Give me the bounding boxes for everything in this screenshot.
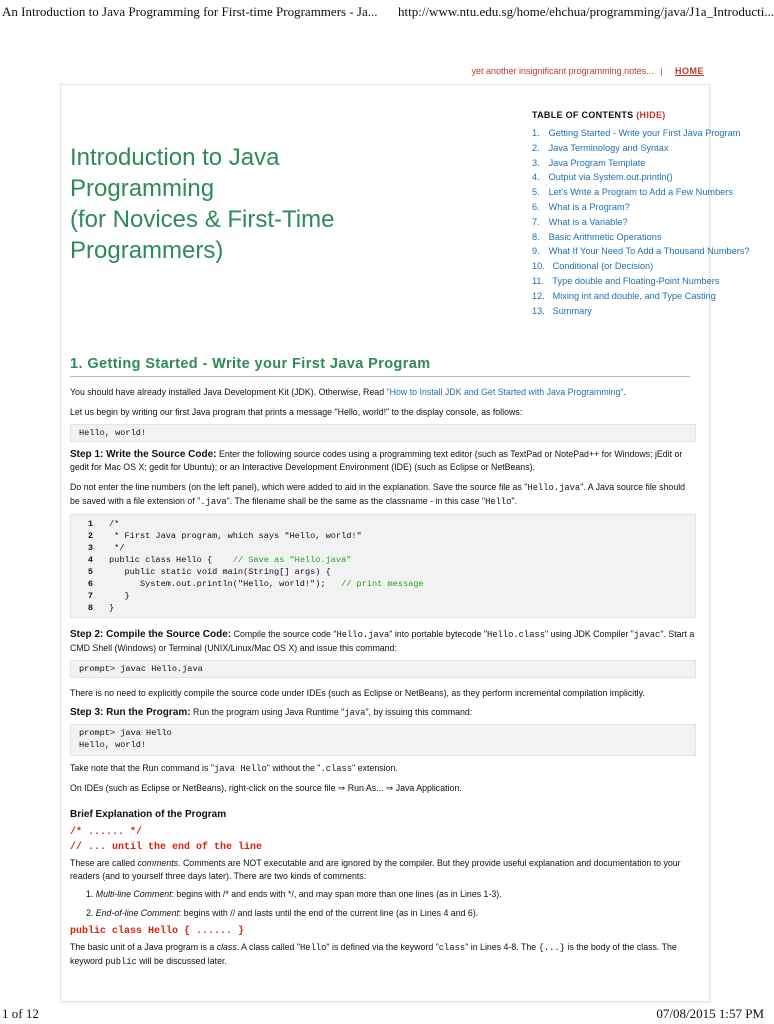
page-title-line: (for Novices & First-Time — [70, 206, 335, 233]
toc-list — [532, 126, 750, 318]
toc-item[interactable] — [532, 185, 733, 200]
text: " is defined via the keyword " — [326, 942, 439, 952]
text: will be discussed later. — [136, 956, 227, 966]
toc-item-label: What is a Program? — [548, 201, 630, 212]
subsection-heading: Brief Explanation of the Program — [70, 809, 227, 820]
inline-code: Hello — [485, 497, 512, 507]
emphasis: End-of-line Comment — [95, 908, 179, 918]
line-number: 8 — [87, 603, 93, 613]
page-title-line: Introduction to Java — [70, 144, 280, 171]
command-box — [70, 660, 696, 678]
line-number: 2 — [87, 531, 93, 541]
toc-item[interactable] — [532, 141, 700, 156]
paragraph: Let us begin by writing our first Java program that prints a message "Hello, world!" to the display console, as follows: — [70, 407, 523, 417]
text: Compile the source code " — [231, 629, 337, 639]
inline-code: Hello.java — [336, 630, 390, 640]
code-line: * First Java program, which says "Hello, world!" — [109, 531, 362, 541]
paragraph — [70, 706, 696, 720]
emphasis: class — [216, 942, 237, 952]
code-listing — [70, 514, 696, 618]
code-term: public class Hello { ...... } — [70, 926, 245, 937]
toc-item-number: 1. — [532, 128, 540, 138]
text: : begins with // and lasts until the end of the current line (as in Lines 4 and 6). — [178, 908, 479, 918]
home-link[interactable]: HOME — [675, 66, 704, 76]
text: " using JDK Compiler " — [545, 629, 634, 639]
code-comment: // print message — [341, 579, 424, 589]
toc-item-label: Let's Write a Program to Add a Few Numbers — [548, 187, 733, 198]
code-line — [109, 579, 424, 589]
toc-item-number: 6. — [532, 201, 540, 212]
text: . Comments are NOT executable and are ignored by the compiler. But they provide useful explanation and documentation to your readers (and to yourself three days later). There are two kinds of comments: — [70, 858, 681, 881]
inline-code: java Hello — [213, 764, 267, 774]
line-number: 4 — [87, 555, 93, 565]
toc-item-label: Type double and Floating-Point Numbers — [552, 275, 720, 286]
toc-title-label: TABLE OF CONTENTS — [532, 110, 634, 120]
text: Take note that the Run command is " — [70, 763, 214, 773]
code-line: } — [109, 603, 115, 613]
code-text: public class Hello { — [109, 555, 233, 565]
toc-item[interactable] — [532, 215, 700, 230]
code-line: } — [109, 591, 130, 601]
paragraph — [70, 628, 696, 655]
print-date: 07/08/2015 1:57 PM — [656, 1006, 764, 1021]
inline-code: {...} — [538, 943, 565, 953]
command-text: prompt> javac Hello.java — [79, 664, 203, 674]
toc-item-label: Basic Arithmetic Operations — [548, 231, 662, 242]
code-line: public static void main(String[] args) { — [109, 567, 331, 577]
toc-item[interactable] — [532, 274, 720, 289]
toc-title — [532, 110, 700, 120]
text: . — [623, 387, 627, 397]
text: ". A Java source file should be saved with a file extension of " — [70, 482, 686, 506]
code-term: // ... until the end of the line — [70, 842, 263, 853]
code-text: System.out.println("Hello, world!"); — [109, 579, 342, 589]
toc-item[interactable] — [532, 126, 741, 141]
text: is the body of the class. The keyword — [70, 942, 677, 966]
emphasis: comments — [137, 858, 179, 868]
toc-item-label: Java Program Template — [548, 157, 646, 168]
code-comment: // Save as "Hello.java" — [232, 555, 352, 565]
toc-item[interactable] — [532, 230, 700, 245]
toc-item-number: 13. — [532, 305, 545, 316]
inline-code: class — [438, 943, 466, 953]
site-top-nav — [472, 66, 704, 76]
text: ". Start a CMD Shell (Windows) or Terminal (UNIX/Linux/Mac OS X) and issue this command: — [70, 629, 695, 653]
toc-item-label: What If Your Need To Add a Thousand Numbers? — [548, 246, 750, 257]
code-line: /* — [109, 519, 120, 529]
line-number: 3 — [87, 543, 93, 553]
toc-item-label: Java Terminology and Syntax — [548, 142, 669, 153]
paragraph — [70, 941, 696, 969]
toc-item[interactable] — [532, 304, 700, 319]
line-number: 7 — [87, 591, 93, 601]
text: Do not enter the line numbers (on the left panel), which were added to aid in the explanation. Save the source file as " — [70, 482, 528, 492]
toc-item[interactable] — [532, 289, 716, 304]
toc-item[interactable] — [532, 200, 700, 215]
step-label: Step 3: Run the Program: — [70, 707, 191, 718]
output-text: Hello, world! — [79, 740, 147, 750]
toc-item-number: 7. — [532, 216, 540, 227]
toc-item-label: Summary — [552, 305, 592, 316]
toc-item-number: 12. — [532, 290, 545, 301]
emphasis: Multi-line Comment — [95, 889, 172, 899]
output-text: Hello, world! — [79, 428, 147, 438]
toc-item-number: 8. — [532, 231, 540, 242]
toc-item[interactable] — [532, 259, 700, 274]
line-number: 5 — [87, 567, 93, 577]
code-line: */ — [109, 543, 125, 553]
text: " in Lines 4-8. The — [465, 942, 539, 952]
step-label: Step 2: Compile the Source Code: — [70, 629, 232, 640]
paragraph — [70, 857, 696, 883]
list-item-number: 2. — [86, 908, 94, 918]
toc-item-label: Conditional (or Decision) — [552, 261, 654, 272]
text: You should have already installed Java Development Kit (JDK). Otherwise, Read — [70, 387, 387, 397]
paragraph — [70, 448, 696, 474]
jdk-install-link[interactable]: "How to Install JDK and Get Started with Java Programming" — [386, 387, 624, 397]
print-header-url: http://www.ntu.edu.sg/home/ehchua/programming/java/J1a_Introducti... — [398, 4, 774, 19]
output-box — [70, 424, 696, 442]
inline-code: Hello.java — [527, 483, 581, 493]
command-box — [70, 724, 696, 756]
text: ". The filename shall be the same as the classname - in this case " — [226, 496, 486, 506]
text: " extension. — [352, 763, 398, 773]
toc-item[interactable] — [532, 156, 700, 171]
page-title — [70, 142, 430, 266]
toc-item[interactable] — [532, 170, 700, 185]
toc-item-label: Getting Started - Write your First Java Program — [548, 128, 741, 138]
section-heading: 1. Getting Started - Write your First Java Program — [70, 356, 690, 377]
toc-item-label: Mixing int and double, and Type Casting — [552, 290, 716, 301]
print-header-title: An Introduction to Java Programming for First-time Programmers - Ja... — [2, 4, 378, 19]
paragraph — [70, 481, 696, 509]
paragraph — [70, 386, 696, 399]
toc-item[interactable] — [532, 244, 750, 259]
text: : begins with /* and ends with */, and may span more than one lines (as in Lines 1-3). — [171, 889, 502, 899]
code-term: /* ...... */ — [70, 827, 143, 838]
list-item-number: 1. — [86, 889, 94, 899]
toc-item-number: 10. — [532, 261, 545, 272]
step-label: Step 1: Write the Source Code: — [70, 449, 217, 460]
text: The basic unit of a Java program is a — [70, 942, 217, 952]
toc-item-number: 2. — [532, 142, 540, 153]
toc-item-number: 5. — [532, 187, 540, 198]
list-item — [86, 907, 686, 920]
inline-code: Hello — [300, 943, 327, 953]
toc-item-label: What is a Variable? — [548, 216, 628, 227]
site-tagline[interactable]: yet another insignificant programming notes... — [471, 66, 654, 76]
inline-code: .class — [320, 764, 353, 774]
paragraph — [70, 762, 696, 776]
toc-item-number: 4. — [532, 172, 540, 183]
inline-code: .java — [200, 497, 227, 507]
inline-code: java — [344, 708, 366, 718]
print-page-number: 1 of 12 — [2, 1006, 39, 1021]
text: ". — [511, 496, 518, 506]
toc-hide-toggle[interactable]: (HIDE) — [636, 110, 666, 120]
page-title-line: Programmers) — [70, 237, 224, 264]
code-line — [109, 555, 351, 565]
paragraph: On IDEs (such as Eclipse or NetBeans), right-click on the source file ⇒ Run As... ⇒ Java Application. — [70, 783, 462, 793]
toc-item-label: Output via System.out.println() — [548, 172, 673, 183]
text: . A class called " — [236, 942, 301, 952]
line-number: 1 — [87, 519, 93, 529]
text: " without the " — [266, 763, 321, 773]
command-text: prompt> java Hello — [79, 728, 172, 738]
toc-item-number: 9. — [532, 246, 540, 257]
inline-code: Hello.class — [486, 630, 546, 640]
inline-code: public — [105, 957, 137, 967]
text: Enter the following source codes using a programming text editor (such as TextPad or NotePad++ for Windows; jEdit or gedit for Mac OS X; gedit for Ubuntu); or an Interactive Development Environment (IDE) (such as Eclipse or NetBeans). — [70, 449, 683, 472]
inline-code: javac — [633, 630, 661, 640]
table-of-contents — [532, 110, 750, 318]
text: Run the program using Java Runtime " — [190, 707, 345, 717]
text: " into portable bytecode " — [389, 629, 487, 639]
line-number: 6 — [87, 579, 93, 589]
list-item — [86, 888, 686, 901]
text: These are called — [70, 858, 138, 868]
toc-item-number: 11. — [532, 275, 545, 286]
page-title-line: Programming — [70, 175, 215, 202]
toc-item-number: 3. — [532, 157, 540, 168]
paragraph: There is no need to explicitly compile the source code under IDEs (such as Eclipse or NetBeans), as they perform incremental compilation implicitly. — [70, 688, 645, 698]
text: ", by issuing this command: — [365, 707, 473, 717]
nav-separator: | — [660, 66, 663, 76]
